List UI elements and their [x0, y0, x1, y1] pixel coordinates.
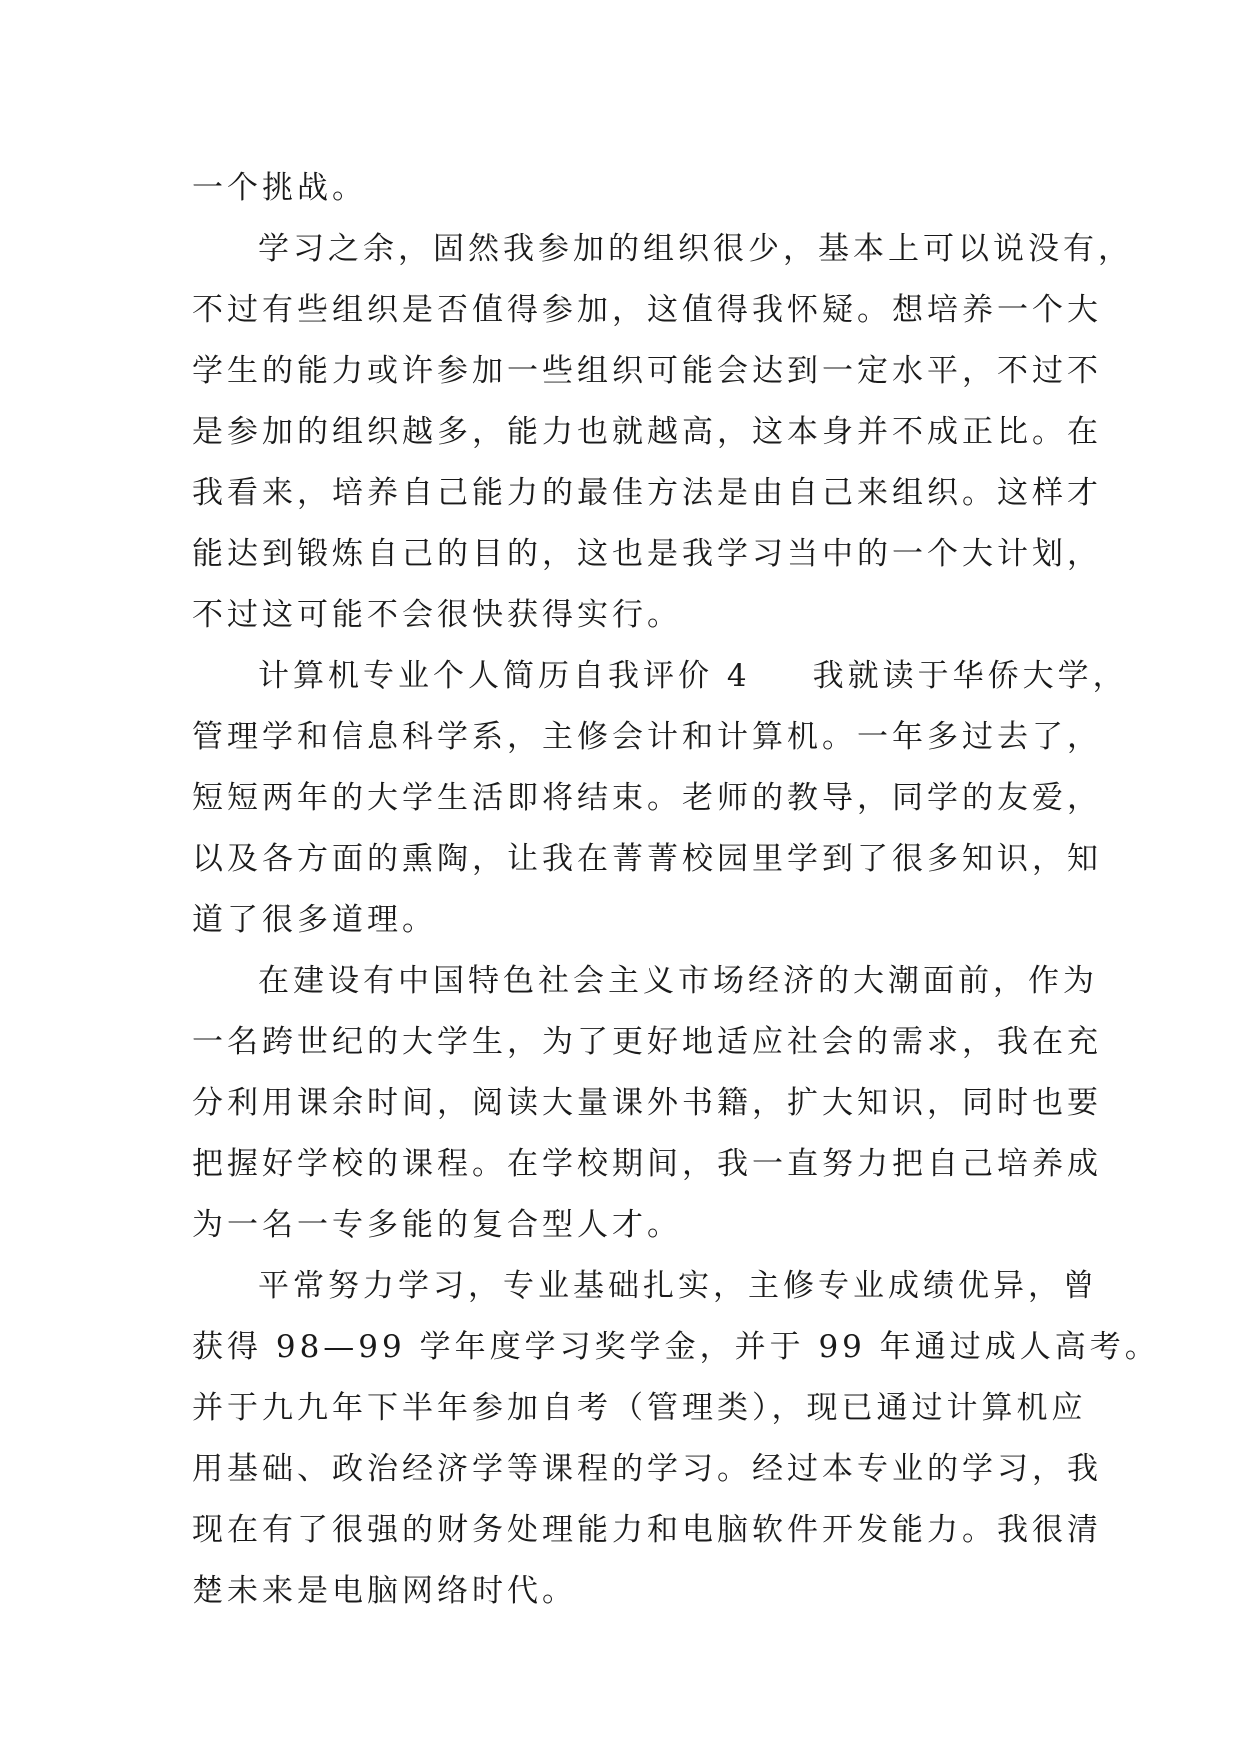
text-line: 不过有些组织是否值得参加，这值得我怀疑。想培养一个大 — [192, 292, 1102, 328]
text-line: 我看来，培养自己能力的最佳方法是由自己来组织。这样才 — [192, 475, 1102, 511]
text-line: 学习之余，固然我参加的组织很少，基本上可以说没有， — [258, 231, 1133, 267]
text-line: 获得 98—99 学年度学习奖学金，并于 99 年通过成人高考。 — [192, 1329, 1160, 1365]
text-line-continuation: 我就读于华侨大学， — [812, 658, 1128, 694]
text-line: 在建设有中国特色社会主义市场经济的大潮面前，作为 — [258, 963, 1098, 999]
text-line: 现在有了很强的财务处理能力和电脑软件开发能力。我很清 — [192, 1512, 1102, 1548]
section-heading: 计算机专业个人简历自我评价 4 — [258, 658, 751, 694]
text-line: 一名跨世纪的大学生，为了更好地适应社会的需求，我在充 — [192, 1024, 1102, 1060]
text-line: 道了很多道理。 — [192, 902, 437, 938]
text-line: 分利用课余时间，阅读大量课外书籍，扩大知识，同时也要 — [192, 1085, 1102, 1121]
text-line: 学生的能力或许参加一些组织可能会达到一定水平，不过不 — [192, 353, 1102, 389]
document-body — [192, 158, 1160, 1622]
text-line: 把握好学校的课程。在学校期间，我一直努力把自己培养成 — [192, 1146, 1102, 1182]
text-line: 楚未来是电脑网络时代。 — [192, 1573, 577, 1609]
text-line: 一个挑战。 — [192, 170, 367, 206]
text-line: 并于九九年下半年参加自考（管理类），现已通过计算机应 — [192, 1390, 1087, 1426]
text-line: 能达到锻炼自己的目的，这也是我学习当中的一个大计划， — [192, 536, 1102, 572]
text-line: 为一名一专多能的复合型人才。 — [192, 1207, 682, 1243]
text-line: 短短两年的大学生活即将结束。老师的教导，同学的友爱， — [192, 780, 1102, 816]
text-line: 以及各方面的熏陶，让我在菁菁校园里学到了很多知识，知 — [192, 841, 1102, 877]
text-line: 用基础、政治经济学等课程的学习。经过本专业的学习，我 — [192, 1451, 1102, 1487]
text-line: 不过这可能不会很快获得实行。 — [192, 597, 682, 633]
section-heading-line — [192, 646, 1128, 707]
text-line: 管理学和信息科学系，主修会计和计算机。一年多过去了， — [192, 719, 1102, 755]
text-line: 是参加的组织越多，能力也就越高，这本身并不成正比。在 — [192, 414, 1102, 450]
text-line: 平常努力学习，专业基础扎实，主修专业成绩优异，曾 — [258, 1268, 1098, 1304]
